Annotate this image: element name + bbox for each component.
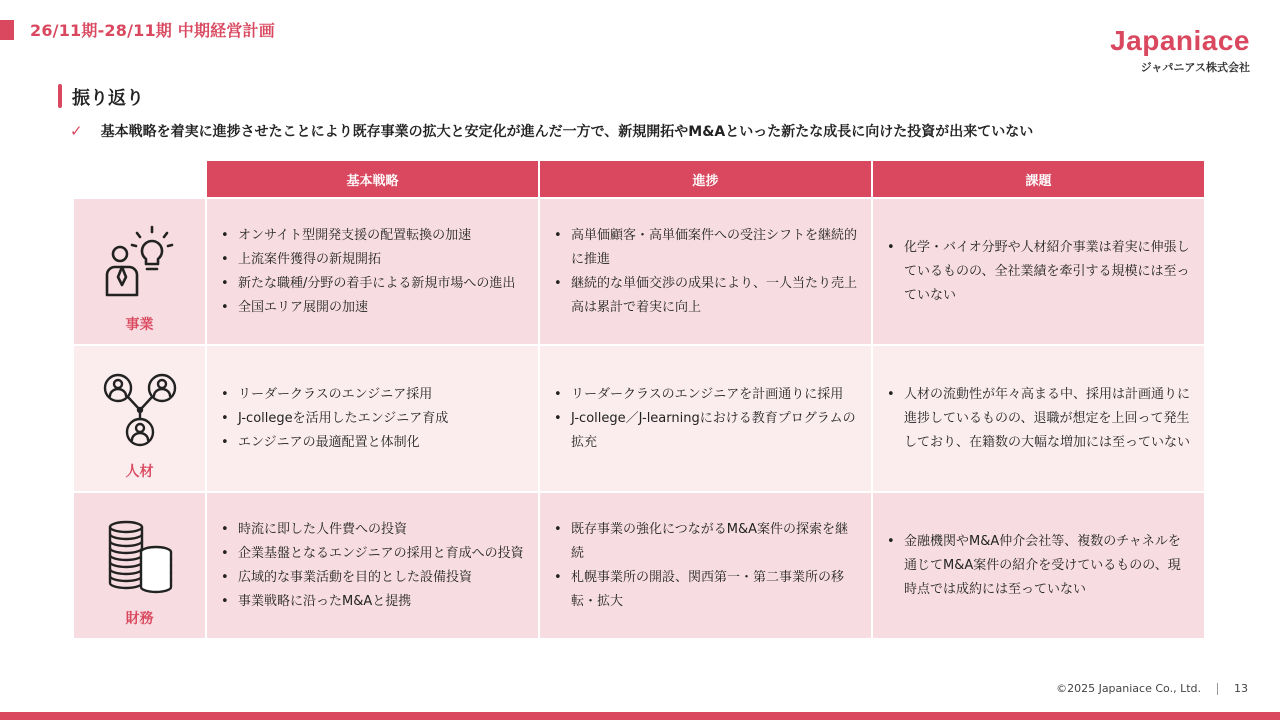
- issues-cell: [873, 493, 1204, 638]
- table-row: [74, 346, 1204, 491]
- lead-statement: [70, 121, 1033, 141]
- list-item: • 既存事業の強化につながるM&A案件の探索を継続: [552, 518, 857, 566]
- logo-company-name: ジャパニアス株式会社: [1140, 61, 1250, 74]
- header-progress: 進捗: [540, 161, 871, 197]
- header-accent-mark: [0, 20, 14, 40]
- list-item: • 企業基盤となるエンジニアの採用と育成への投資: [219, 542, 524, 566]
- strategy-cell: [207, 493, 538, 638]
- issues-cell: [873, 346, 1204, 491]
- header-issues: 課題: [873, 161, 1204, 197]
- bottom-accent-bar: [0, 712, 1280, 720]
- category-label: 事業: [125, 317, 154, 333]
- strategy-cell: [207, 346, 538, 491]
- category-cell: [74, 493, 205, 638]
- list-item: • J-collegeを活用したエンジニア育成: [219, 407, 524, 431]
- list-item: • 時流に即した人件費への投資: [219, 518, 524, 542]
- category-cell: [74, 199, 205, 344]
- page-number: 13: [1234, 682, 1248, 695]
- list-item: • 化学・バイオ分野や人材紹介事業は着実に伸張しているものの、全社業績を牽引する規模には至っていない: [885, 236, 1190, 308]
- table-row: [74, 493, 1204, 638]
- list-item: • 全国エリア展開の加速: [219, 296, 524, 320]
- progress-cell: [540, 199, 871, 344]
- header-title: 26/11期-28/11期 中期経営計画: [30, 21, 275, 40]
- lead-text: 基本戦略を着実に進捗させたことにより既存事業の拡大と安定化が進んだ一方で、新規開拓やM&Aといった新たな成長に向けた投資が出来ていない: [100, 124, 1034, 140]
- list-item: • 事業戦略に沿ったM&Aと提携: [219, 590, 524, 614]
- review-table: [72, 159, 1206, 640]
- issues-cell: [873, 199, 1204, 344]
- list-item: • 札幌事業所の開設、関西第一・第二事業所の移転・拡大: [552, 566, 857, 614]
- coin-stack-icon: [102, 519, 178, 595]
- list-item: • エンジニアの最適配置と体制化: [219, 431, 524, 455]
- checkmark-icon: ✓: [70, 122, 83, 140]
- list-item: • 継続的な単価交渉の成果により、一人当たり売上高は累計で着実に向上: [552, 272, 857, 320]
- list-item: • 人材の流動性が年々高まる中、採用は計画通りに進捗しているものの、退職が想定を上回って発生しており、在籍数の大幅な増加には至っていない: [885, 383, 1190, 455]
- list-item: • 金融機関やM&A仲介会社等、複数のチャネルを通じてM&A案件の紹介を受けているものの、現時点では成約には至っていない: [885, 530, 1190, 602]
- list-item: • 高単価顧客・高単価案件への受注シフトを継続的に推進: [552, 224, 857, 272]
- strategy-cell: [207, 199, 538, 344]
- list-item: • オンサイト型開発支援の配置転換の加速: [219, 224, 524, 248]
- footer: [1056, 682, 1248, 695]
- table-row: [74, 199, 1204, 344]
- copyright-text: ©2025 Japaniace Co., Ltd.: [1056, 682, 1201, 695]
- category-cell: [74, 346, 205, 491]
- people-network-icon: [102, 372, 178, 448]
- section-title: 振り返り: [72, 88, 144, 109]
- progress-cell: [540, 346, 871, 491]
- list-item: • リーダークラスのエンジニアを計画通りに採用: [552, 383, 857, 407]
- person-lightbulb-icon: [102, 225, 178, 301]
- table-header-row: [74, 161, 1204, 197]
- category-label: 人材: [125, 464, 154, 480]
- list-item: • J-college／J-learningにおける教育プログラムの拡充: [552, 407, 857, 455]
- list-item: • 新たな職種/分野の着手による新規市場への進出: [219, 272, 524, 296]
- header-strategy: 基本戦略: [207, 161, 538, 197]
- header-blank-cell: [74, 161, 205, 197]
- section-accent-bar: [58, 84, 62, 108]
- progress-cell: [540, 493, 871, 638]
- list-item: • リーダークラスのエンジニア採用: [219, 383, 524, 407]
- footer-divider: [1217, 683, 1218, 695]
- list-item: • 上流案件獲得の新規開拓: [219, 248, 524, 272]
- category-label: 財務: [125, 611, 154, 627]
- logo-wordmark: Japaniace: [1110, 25, 1250, 56]
- list-item: • 広域的な事業活動を目的とした設備投資: [219, 566, 524, 590]
- company-logo: [1110, 26, 1250, 75]
